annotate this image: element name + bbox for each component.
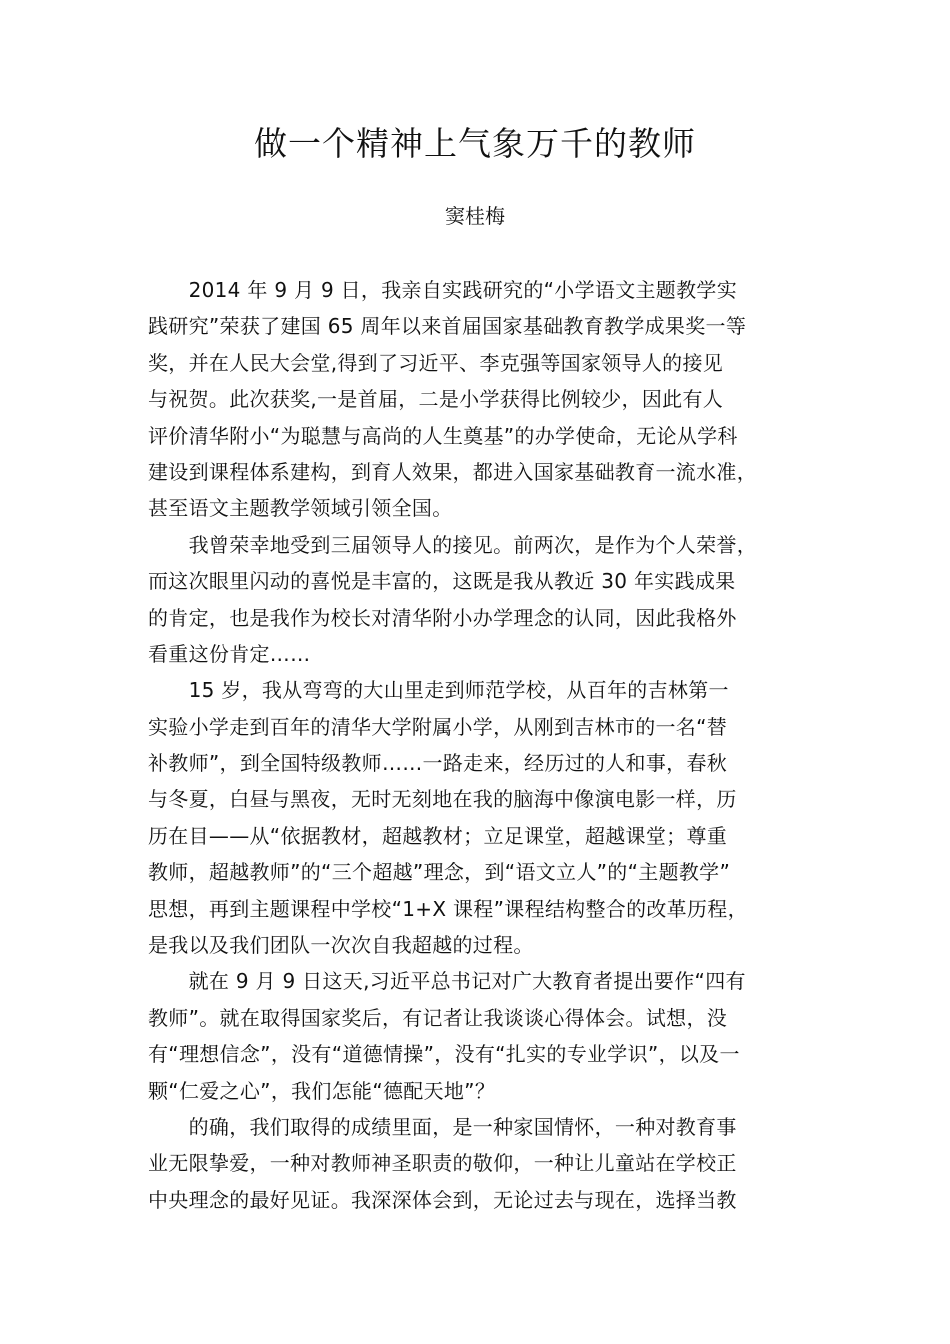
body-text-line: 思想，再到主题课程中学校“1+X 课程”课程结构整合的改革历程， [148, 896, 748, 921]
body-text-line: 业无限挚爱，一种对教师神圣职责的敬仰，一种让儿童站在学校正 [148, 1151, 737, 1176]
body-text-line: 与冬夏，白昼与黑夜，无时无刻地在我的脑海中像演电影一样，历 [148, 787, 737, 812]
body-text-line: 践研究”荣获了建国 65 周年以来首届国家基础教育教学成果奖一等 [148, 314, 747, 339]
body-text-line: 补教师”，到全国特级教师……一路走来，经历过的人和事，春秋 [148, 751, 728, 776]
body-text-line: 历在目——从“依据教材，超越教材；立足课堂，超越课堂；尊重 [148, 823, 728, 848]
body-text-line: 甚至语文主题教学领域引领全国。 [148, 496, 453, 521]
body-text-line: 中央理念的最好见证。我深深体会到，无论过去与现在，选择当教 [148, 1187, 737, 1212]
body-text-line: 奖，并在人民大会堂,得到了习近平、李克强等国家领导人的接见 [148, 350, 724, 375]
body-text-line: 实验小学走到百年的清华大学附属小学，从刚到吉林市的一名“替 [148, 714, 728, 739]
body-text-line: 与祝贺。此次获奖,一是首届，二是小学获得比例较少，因此有人 [148, 387, 724, 412]
document-body [148, 272, 820, 1218]
body-text-line: 颗“仁爱之心”，我们怎能“德配天地”？ [148, 1078, 496, 1103]
body-text-line: 建设到课程体系建构，到育人效果，都进入国家基础教育一流水准， [148, 459, 757, 484]
body-text-line: 教师”。就在取得国家奖后，有记者让我谈谈心得体会。试想，没 [148, 1005, 728, 1030]
body-text-line: 而这次眼里闪动的喜悦是丰富的，这既是我从教近 30 年实践成果 [148, 569, 736, 594]
body-text-line: 的确，我们取得的成绩里面，是一种家国情怀，一种对教育事 [148, 1114, 737, 1139]
body-text-line: 评价清华附小“为聪慧与高尚的人生奠基”的办学使命，无论从学科 [148, 423, 738, 448]
body-text-line: 教师，超越教师”的“三个超越”理念，到“语文立人”的“主题教学” [148, 860, 731, 885]
body-text-line: 是我以及我们团队一次次自我超越的过程。 [148, 933, 534, 958]
body-text-line: 的肯定，也是我作为校长对清华附小办学理念的认同，因此我格外 [148, 605, 737, 630]
document-title: 做一个精神上气象万千的教师 [254, 124, 696, 163]
body-text-line: 就在 9 月 9 日这天,习近平总书记对广大教育者提出要作“四有 [148, 969, 746, 994]
author-name: 窦桂梅 [445, 204, 505, 228]
body-text-line: 2014 年 9 月 9 日，我亲自实践研究的“小学语文主题教学实 [148, 278, 737, 302]
body-text-line: 有“理想信念”，没有“道德情操”，没有“扎实的专业学识”，以及一 [148, 1042, 740, 1067]
body-text-line: 我曾荣幸地受到三届领导人的接见。前两次，是作为个人荣誉， [148, 532, 757, 557]
body-text-line: 15 岁，我从弯弯的大山里走到师范学校，从百年的吉林第一 [148, 678, 729, 703]
body-text-line: 看重这份肯定…… [148, 641, 311, 666]
